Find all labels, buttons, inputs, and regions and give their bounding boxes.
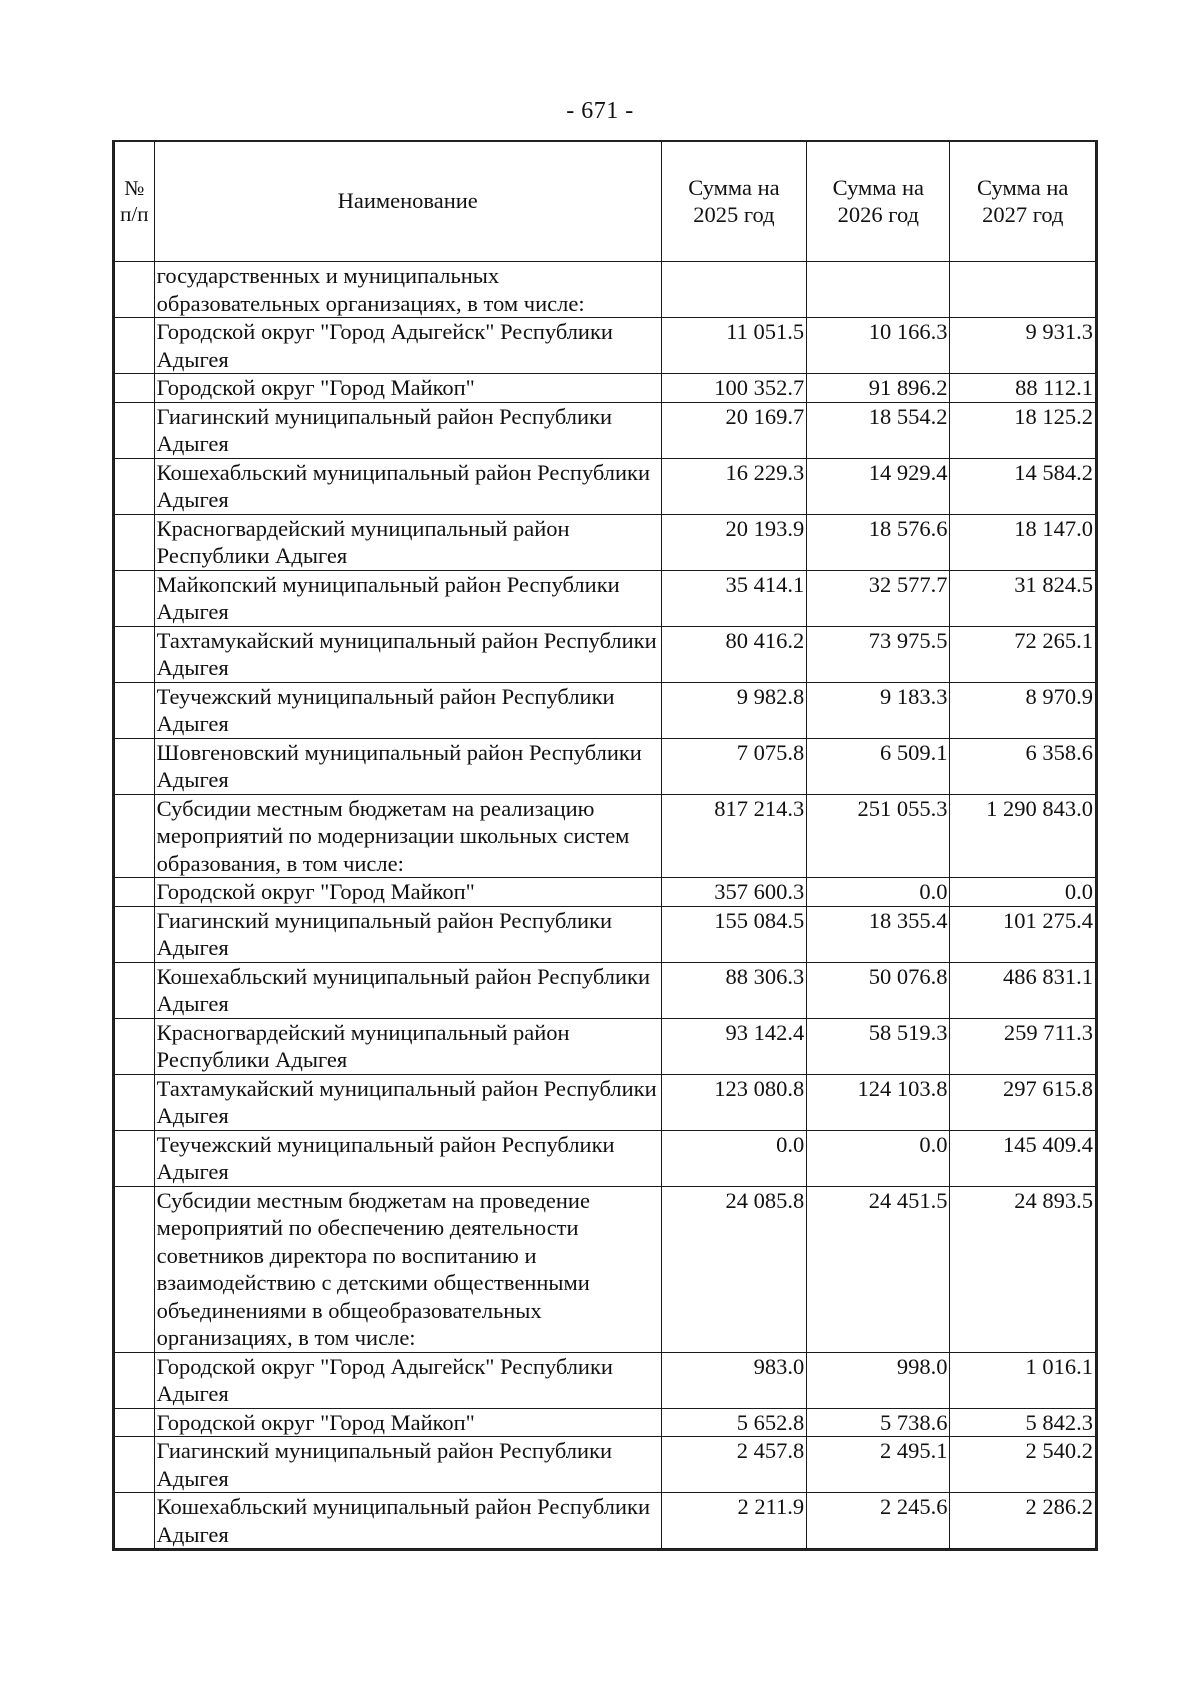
row-amount-2027: 6 358.6: [950, 738, 1096, 794]
row-amount-2026: 91 896.2: [807, 374, 950, 403]
table-row: [115, 1352, 1096, 1408]
header-name: Наименование: [154, 141, 661, 262]
row-amount-2026: 73 975.5: [807, 626, 950, 682]
table-row: [115, 1408, 1096, 1437]
row-name: Гиагинский муниципальный район Республики Адыгея: [154, 906, 661, 962]
row-amount-2027: 9 931.3: [950, 318, 1096, 374]
row-number: [115, 458, 155, 514]
row-amount-2025: 16 229.3: [661, 458, 806, 514]
row-name: Тахтамукайский муниципальный район Республики Адыгея: [154, 626, 661, 682]
table-row: [115, 1018, 1096, 1074]
row-amount-2025: 5 652.8: [661, 1408, 806, 1437]
row-amount-2025: 11 051.5: [661, 318, 806, 374]
row-amount-2027: 24 893.5: [950, 1186, 1096, 1352]
row-amount-2027: 297 615.8: [950, 1074, 1096, 1130]
header-2025: Сумма на 2025 год: [661, 141, 806, 262]
table-row: [115, 1130, 1096, 1186]
row-amount-2027: 2 540.2: [950, 1437, 1096, 1493]
row-name: Тахтамукайский муниципальный район Республики Адыгея: [154, 1074, 661, 1130]
row-amount-2025: 7 075.8: [661, 738, 806, 794]
row-amount-2025: 2 457.8: [661, 1437, 806, 1493]
row-amount-2025: 100 352.7: [661, 374, 806, 403]
row-number: [115, 1130, 155, 1186]
row-amount-2025: [661, 262, 806, 318]
row-name: Кошехабльский муниципальный район Республики Адыгея: [154, 962, 661, 1018]
row-number: [115, 1074, 155, 1130]
row-number: [115, 570, 155, 626]
row-amount-2027: 5 842.3: [950, 1408, 1096, 1437]
row-name: Красногвардейский муниципальный район Республики Адыгея: [154, 514, 661, 570]
row-number: [115, 794, 155, 878]
row-number: [115, 262, 155, 318]
row-amount-2026: 10 166.3: [807, 318, 950, 374]
table-row: [115, 458, 1096, 514]
row-number: [115, 1018, 155, 1074]
row-amount-2027: 145 409.4: [950, 1130, 1096, 1186]
row-amount-2027: 2 286.2: [950, 1493, 1096, 1549]
row-amount-2026: 6 509.1: [807, 738, 950, 794]
row-name: Субсидии местным бюджетам на проведение мероприятий по обеспечению деятельности советников директора по воспитанию и взаимодействию с детскими общественными объединениями в общеобразовательных организациях, в том числе:: [154, 1186, 661, 1352]
row-amount-2026: 0.0: [807, 1130, 950, 1186]
row-name: Городской округ "Город Адыгейск" Республики Адыгея: [154, 1352, 661, 1408]
row-amount-2027: 259 711.3: [950, 1018, 1096, 1074]
row-name: Кошехабльский муниципальный район Республики Адыгея: [154, 458, 661, 514]
row-name: Гиагинский муниципальный район Республики Адыгея: [154, 1437, 661, 1493]
row-amount-2027: 101 275.4: [950, 906, 1096, 962]
header-2027: Сумма на 2027 год: [950, 141, 1096, 262]
table-row: [115, 318, 1096, 374]
row-number: [115, 318, 155, 374]
table-header-row: [115, 141, 1096, 262]
row-amount-2026: [807, 262, 950, 318]
table-row: [115, 738, 1096, 794]
row-amount-2027: 1 016.1: [950, 1352, 1096, 1408]
header-2026: Сумма на 2026 год: [807, 141, 950, 262]
row-amount-2026: 18 554.2: [807, 402, 950, 458]
table-row: [115, 374, 1096, 403]
table-row: [115, 1074, 1096, 1130]
row-number: [115, 1352, 155, 1408]
row-number: [115, 878, 155, 907]
row-amount-2026: 251 055.3: [807, 794, 950, 878]
row-amount-2026: 5 738.6: [807, 1408, 950, 1437]
row-amount-2025: 88 306.3: [661, 962, 806, 1018]
table-row: [115, 794, 1096, 878]
row-number: [115, 906, 155, 962]
table-row: [115, 906, 1096, 962]
row-number: [115, 738, 155, 794]
row-amount-2025: 155 084.5: [661, 906, 806, 962]
table-body: [115, 262, 1096, 1549]
row-amount-2025: 35 414.1: [661, 570, 806, 626]
table-row: [115, 262, 1096, 318]
row-number: [115, 1408, 155, 1437]
row-amount-2027: 14 584.2: [950, 458, 1096, 514]
row-amount-2027: 8 970.9: [950, 682, 1096, 738]
row-amount-2026: 998.0: [807, 1352, 950, 1408]
row-amount-2027: 72 265.1: [950, 626, 1096, 682]
row-number: [115, 1493, 155, 1549]
row-amount-2026: 9 183.3: [807, 682, 950, 738]
row-amount-2026: 18 355.4: [807, 906, 950, 962]
row-number: [115, 402, 155, 458]
row-name: Красногвардейский муниципальный район Республики Адыгея: [154, 1018, 661, 1074]
row-amount-2027: 18 125.2: [950, 402, 1096, 458]
row-number: [115, 514, 155, 570]
row-amount-2027: 88 112.1: [950, 374, 1096, 403]
row-amount-2027: 18 147.0: [950, 514, 1096, 570]
row-amount-2025: 2 211.9: [661, 1493, 806, 1549]
row-amount-2025: 817 214.3: [661, 794, 806, 878]
table-row: [115, 1493, 1096, 1549]
row-amount-2026: 2 245.6: [807, 1493, 950, 1549]
row-amount-2026: 24 451.5: [807, 1186, 950, 1352]
table-row: [115, 570, 1096, 626]
row-amount-2027: 486 831.1: [950, 962, 1096, 1018]
row-amount-2025: 0.0: [661, 1130, 806, 1186]
row-amount-2026: 14 929.4: [807, 458, 950, 514]
row-amount-2026: 58 519.3: [807, 1018, 950, 1074]
budget-table: [114, 140, 1096, 1549]
row-amount-2027: [950, 262, 1096, 318]
table-row: [115, 962, 1096, 1018]
table-row: [115, 682, 1096, 738]
table-row: [115, 626, 1096, 682]
table-row: [115, 514, 1096, 570]
row-amount-2026: 124 103.8: [807, 1074, 950, 1130]
row-name: Городской округ "Город Майкоп": [154, 1408, 661, 1437]
table-row: [115, 402, 1096, 458]
table-row: [115, 878, 1096, 907]
row-number: [115, 626, 155, 682]
row-amount-2025: 9 982.8: [661, 682, 806, 738]
row-name: Теучежский муниципальный район Республики Адыгея: [154, 1130, 661, 1186]
row-name: Майкопский муниципальный район Республики Адыгея: [154, 570, 661, 626]
row-amount-2025: 80 416.2: [661, 626, 806, 682]
row-amount-2025: 357 600.3: [661, 878, 806, 907]
row-amount-2026: 50 076.8: [807, 962, 950, 1018]
table-row: [115, 1186, 1096, 1352]
row-amount-2025: 24 085.8: [661, 1186, 806, 1352]
row-name: Городской округ "Город Майкоп": [154, 374, 661, 403]
table-row: [115, 1437, 1096, 1493]
row-amount-2025: 983.0: [661, 1352, 806, 1408]
row-amount-2027: 0.0: [950, 878, 1096, 907]
row-name: Городской округ "Город Адыгейск" Республики Адыгея: [154, 318, 661, 374]
row-amount-2026: 18 576.6: [807, 514, 950, 570]
header-number: № п/п: [115, 141, 155, 262]
row-name: государственных и муниципальных образовательных организациях, в том числе:: [154, 262, 661, 318]
row-number: [115, 962, 155, 1018]
row-number: [115, 374, 155, 403]
row-name: Теучежский муниципальный район Республики Адыгея: [154, 682, 661, 738]
row-amount-2026: 2 495.1: [807, 1437, 950, 1493]
row-number: [115, 1437, 155, 1493]
row-name: Городской округ "Город Майкоп": [154, 878, 661, 907]
row-name: Субсидии местным бюджетам на реализацию мероприятий по модернизации школьных систем образования, в том числе:: [154, 794, 661, 878]
row-amount-2026: 32 577.7: [807, 570, 950, 626]
row-amount-2027: 1 290 843.0: [950, 794, 1096, 878]
row-number: [115, 682, 155, 738]
row-number: [115, 1186, 155, 1352]
row-amount-2025: 20 169.7: [661, 402, 806, 458]
row-name: Кошехабльский муниципальный район Республики Адыгея: [154, 1493, 661, 1549]
row-amount-2025: 123 080.8: [661, 1074, 806, 1130]
row-name: Шовгеновский муниципальный район Республики Адыгея: [154, 738, 661, 794]
row-amount-2025: 20 193.9: [661, 514, 806, 570]
row-name: Гиагинский муниципальный район Республики Адыгея: [154, 402, 661, 458]
row-amount-2025: 93 142.4: [661, 1018, 806, 1074]
row-amount-2026: 0.0: [807, 878, 950, 907]
row-amount-2027: 31 824.5: [950, 570, 1096, 626]
page-number: - 671 -: [566, 98, 634, 124]
